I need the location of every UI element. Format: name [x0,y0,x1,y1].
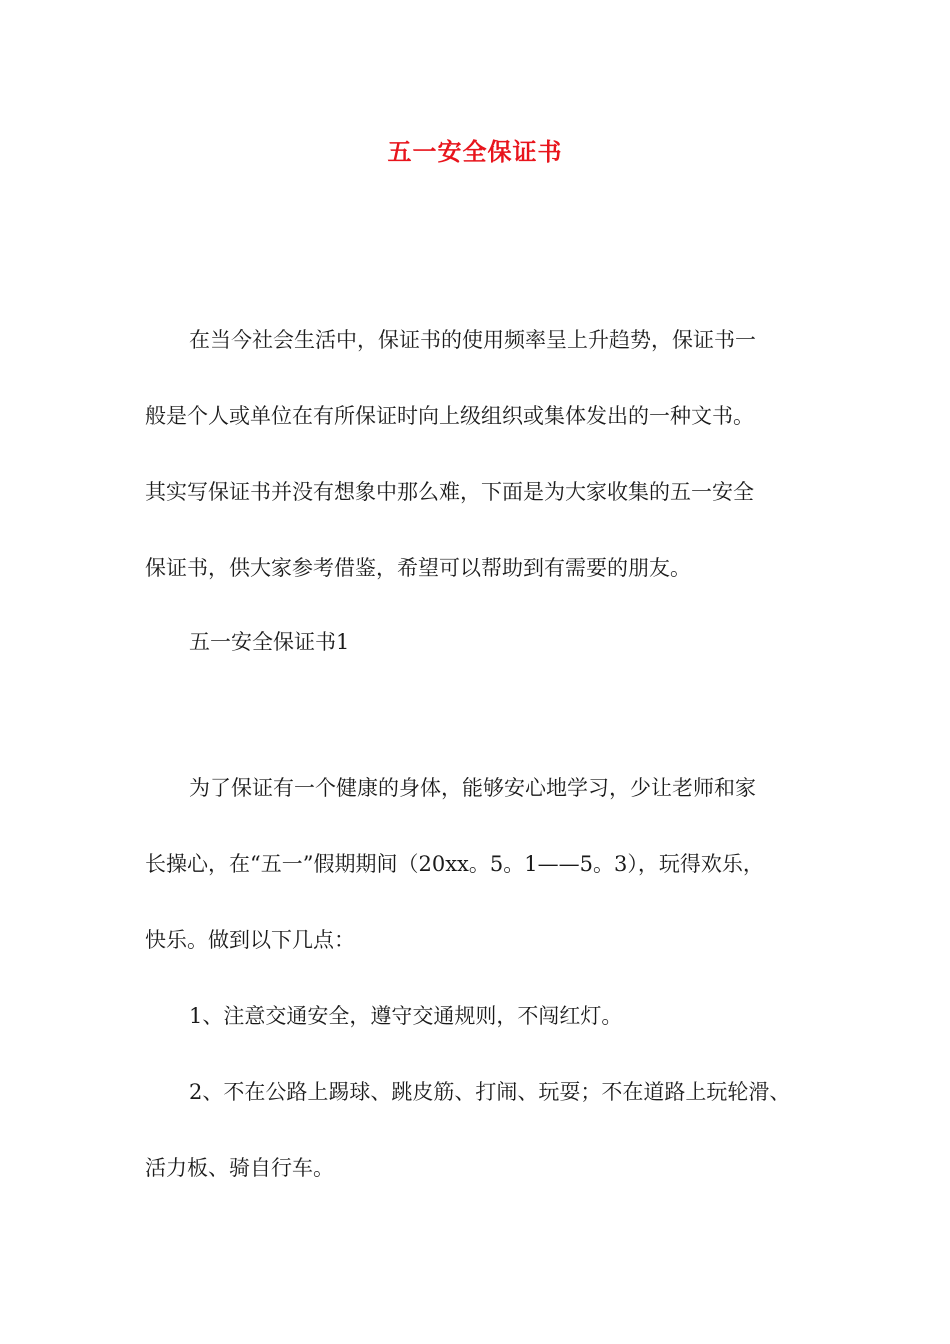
list-item-1 [145,978,813,1054]
document-title: 五一安全保证书 [387,137,563,166]
intro-paragraph [145,302,813,606]
body-line: 快乐。做到以下几点： [145,928,355,952]
list-item-2 [145,1054,813,1206]
body-paragraph [145,750,813,978]
list-item-line: 1、注意交通安全，遵守交通规则，不闯红灯。 [189,1004,623,1028]
intro-line: 其实写保证书并没有想象中那么难，下面是为大家收集的五一安全 [145,480,754,504]
body-line: 为了保证有一个健康的身体，能够安心地学习，少让老师和家 [189,776,756,800]
intro-line: 在当今社会生活中，保证书的使用频率呈上升趋势，保证书一 [189,328,756,352]
section-heading [145,604,813,680]
section-heading-text: 五一安全保证书1 [189,630,350,654]
intro-line: 般是个人或单位在有所保证时向上级组织或集体发出的一种文书。 [145,404,754,428]
list-item-line: 2、不在公路上踢球、跳皮筋、打闹、玩耍；不在道路上玩轮滑、 [189,1080,791,1104]
intro-line: 保证书，供大家参考借鉴，希望可以帮助到有需要的朋友。 [145,556,691,580]
list-item-line: 活力板、骑自行车。 [145,1156,334,1180]
body-line: 长操心，在“五一”假期期间（20xx。5。1——5。3），玩得欢乐， [145,852,764,876]
